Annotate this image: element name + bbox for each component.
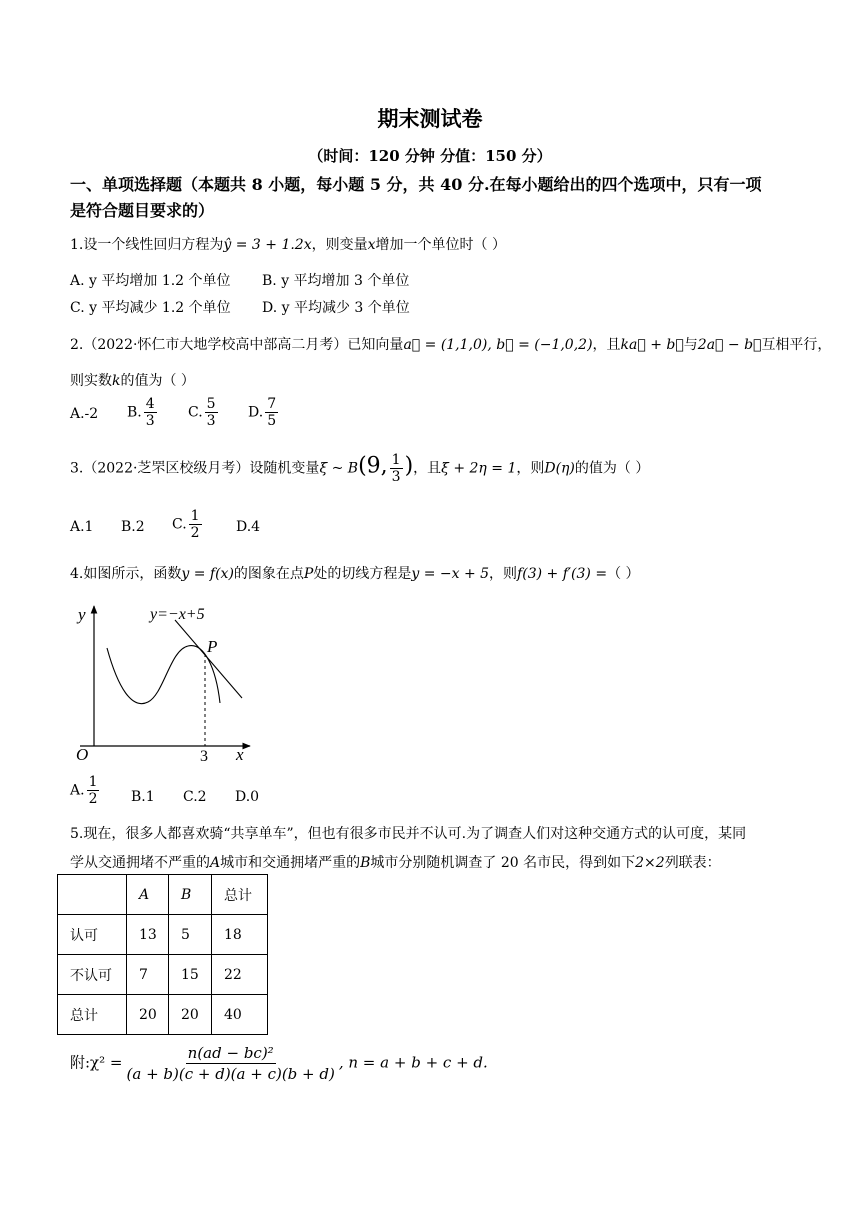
tangent-label: y=−x+5 [150,606,205,623]
q2-option-c: C. $\frac{5}{3}$ [188,396,216,429]
question-2: 2.（2022·怀仁市大地学校高中部高二月考）已知向量a⃗ = (1,1,0), b⃗ = (−1,0,2)，且ka⃗ + b⃗与2a⃗ − b⃗互相平行， [70,337,832,353]
table-row: 认可 13 5 18 [58,915,268,955]
q4-option-c: C.2 [183,789,207,805]
question-2-line2: 则实数k的值为（ ） [70,373,195,389]
q4-option-d: D.0 [235,789,260,805]
section-heading-line2: 是符合题目要求的） [70,201,215,220]
x-axis-label: x [236,745,244,764]
q2-option-a: A.-2 [70,406,99,422]
point-p-label: P [207,637,218,656]
tangent-line [175,620,242,698]
q1-option-b: B. y 平均增加 3 个单位 [262,273,410,289]
y-axis-label: y [78,605,86,624]
q4-option-b: B.1 [131,789,155,805]
q1-equation: ŷ = 3 + 1.2x [223,237,312,253]
question-5-line2: 学从交通拥堵不严重的A城市和交通拥堵严重的B城市分别随机调查了 20 名市民，得到如下2×2列联表： [70,855,721,871]
tick-label-3: 3 [200,748,208,765]
q1-option-d: D. y 平均减少 3 个单位 [262,300,410,316]
table-header-row: A B 总计 [58,875,268,915]
q3-option-c: C. $\frac{1}{2}$ [172,508,200,541]
table-row: 总计 20 20 40 [58,995,268,1035]
section-heading-line1: 一、单项选择题（本题共 8 小题，每小题 5 分，共 40 分.在每小题给出的四个选项中，只有一项 [70,175,762,194]
q3-option-a: A.1 [70,519,94,535]
chi-square-formula: 附:χ² = $\frac{\text{n(ad − bc)²}}{(a + b)(c + d)(a + c)(b + d)}$ , n = a + b + c + d. [70,1044,488,1083]
q3-option-b: B.2 [121,519,145,535]
page-title: 期末测试卷 [377,106,483,131]
q1-option-c: C. y 平均减少 1.2 个单位 [70,300,231,316]
question-4: 4.如图所示，函数y = f(x)的图象在点P处的切线方程是y = −x + 5，则f(3) + f′(3) =（ ） [70,566,640,582]
exam-info: （时间：120 分钟 分值：150 分） [308,147,552,165]
question-5-line1: 5.现在，很多人都喜欢骑“共享单车”，但也有很多市民并不认可.为了调查人们对这种交通方式的认可度，某同 [70,826,747,842]
q2-option-b: B. $\frac{4}{3}$ [127,396,155,429]
q4-option-a: A. $\frac{1}{2}$ [70,774,98,807]
question-1: 1.设一个线性回归方程为ŷ = 3 + 1.2x，则变量x增加一个单位时（ ） [70,237,506,253]
question-3: 3.（2022·芝罘区校级月考）设随机变量ξ ~ B(9, $\frac{1}{3}$ )，且ξ + 2η = 1，则D(η)的值为（ ） [70,452,650,485]
q3-option-d: D.4 [236,519,261,535]
function-curve [107,646,220,704]
table-row: 不认可 7 15 22 [58,955,268,995]
origin-label: O [76,745,89,764]
contingency-table [57,874,268,1035]
q2-option-d: D. $\frac{7}{5}$ [248,396,277,429]
function-graph [70,598,260,768]
q1-option-a: A. y 平均增加 1.2 个单位 [70,273,231,289]
